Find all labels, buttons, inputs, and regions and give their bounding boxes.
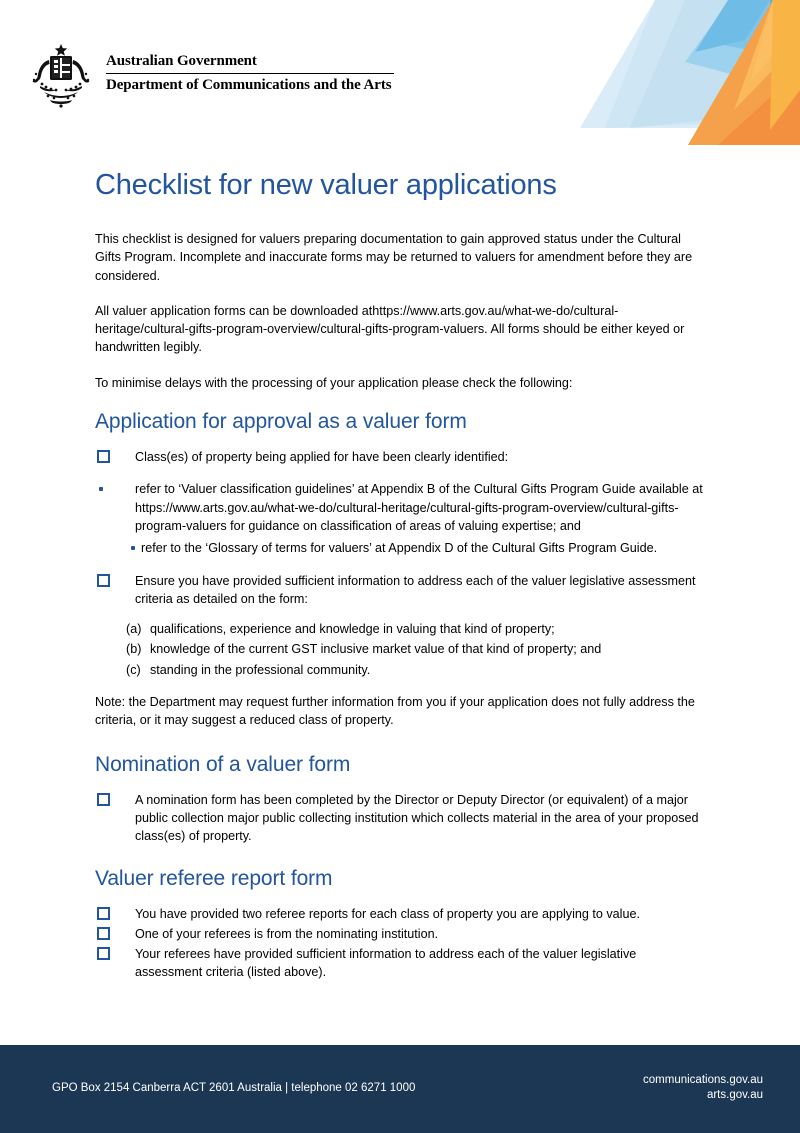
footer-site-arts[interactable]: arts.gov.au	[706, 1089, 763, 1101]
government-wordmark	[106, 42, 394, 95]
checkbox-icon[interactable]	[95, 572, 135, 590]
document-body	[95, 168, 703, 984]
checklist-item-label: Ensure you have provided sufficient information to address each of the valuer legislative assessment criteria as detailed on the form:	[135, 573, 696, 606]
list-item-label: refer to the ‘Glossary of terms for valuers’ at Appendix D of the Cultural Gifts Program Guide.	[141, 541, 658, 556]
checkbox-icon[interactable]	[95, 905, 135, 923]
criteria-text: standing in the professional community.	[150, 662, 371, 677]
intro-paragraph-1: This checklist is designed for valuers preparing documentation to gain approved status under the Cultural Gifts Program. Incomplete and inaccurate forms may be returned to valuers for amendment before they are considered.	[95, 232, 693, 283]
checklist-item-label: You have provided two referee reports for each class of property you are applying to value.	[135, 906, 640, 921]
list-item	[95, 480, 703, 535]
wordmark-divider	[106, 73, 394, 74]
checklist-item[interactable]	[95, 925, 703, 943]
checklist-item-label: Class(es) of property being applied for have been clearly identified:	[135, 450, 509, 465]
checklist-item-label: A nomination form has been completed by the Director or Deputy Director (or equivalent) of a major public collection major public collecting institution which collects material in the area of your proposed class(es) of property.	[135, 792, 699, 844]
checklist-item-label: One of your referees is from the nominating institution.	[135, 926, 439, 941]
australian-government-label: Australian Government	[106, 53, 257, 69]
criteria-label: (c)	[126, 662, 141, 677]
criteria-item	[95, 640, 703, 658]
header-decorative-graphic	[470, 0, 800, 145]
bullet-icon	[95, 480, 135, 498]
criteria-item	[95, 620, 703, 638]
list-item	[95, 539, 703, 557]
criteria-label: (b)	[126, 642, 142, 657]
section-heading-referee: Valuer referee report form	[95, 866, 333, 890]
checkbox-icon[interactable]	[95, 925, 135, 943]
page-footer	[0, 1045, 800, 1133]
checkbox-icon[interactable]	[95, 448, 135, 466]
footer-websites	[643, 1073, 763, 1103]
criteria-label: (a)	[126, 622, 142, 637]
checkbox-icon[interactable]	[95, 791, 135, 809]
footer-address: GPO Box 2154 Canberra ACT 2601 Australia | telephone 02 6271 1000	[52, 1082, 416, 1094]
criteria-item	[95, 661, 703, 679]
checklist-item[interactable]	[95, 448, 703, 466]
government-branding	[22, 42, 394, 112]
department-note: Note: the Department may request further information from you if your application does not fully address the criteria, or it may suggest a reduced class of property.	[95, 695, 695, 728]
department-name-label: Department of Communications and the Arts	[106, 77, 392, 93]
criteria-text: qualifications, experience and knowledge in valuing that kind of property;	[150, 622, 555, 637]
checkbox-icon[interactable]	[95, 945, 135, 963]
checklist-item[interactable]	[95, 905, 703, 923]
page-title: Checklist for new valuer applications	[95, 169, 557, 201]
intro-paragraph-3: To minimise delays with the processing of your application please check the following:	[95, 375, 573, 390]
bullet-icon	[95, 539, 141, 557]
checklist-item[interactable]	[95, 791, 703, 846]
checklist-item[interactable]	[95, 945, 703, 982]
checklist-item-label: Your referees have provided sufficient information to address each of the valuer legislative assessment criteria (listed above).	[135, 947, 637, 980]
section-heading-nomination: Nomination of a valuer form	[95, 752, 351, 776]
intro-paragraph-2: All valuer application forms can be downloaded athttps://www.arts.gov.au/what-we-do/cultural-heritage/cultural-gifts-program-overview/cultural-gifts-program-valuers. All forms should be either keyed or handwritten legibly.	[95, 303, 685, 355]
australian-coat-of-arms-icon	[22, 42, 100, 112]
section-heading-application: Application for approval as a valuer form	[95, 410, 467, 434]
checklist-item[interactable]	[95, 572, 703, 609]
list-item-label: refer to ‘Valuer classification guidelines’ at Appendix B of the Cultural Gifts Program Guide available at https://www.arts.gov.au/what-we-do/cultural-heritage/cultural-gifts-program-overview/cultural-gifts-program-valuers for guidance on classification of areas of valuing expertise; and	[135, 482, 703, 533]
criteria-text: knowledge of the current GST inclusive market value of that kind of property; and	[150, 642, 602, 657]
page-header	[0, 0, 800, 145]
footer-site-communications[interactable]: communications.gov.au	[643, 1074, 763, 1086]
